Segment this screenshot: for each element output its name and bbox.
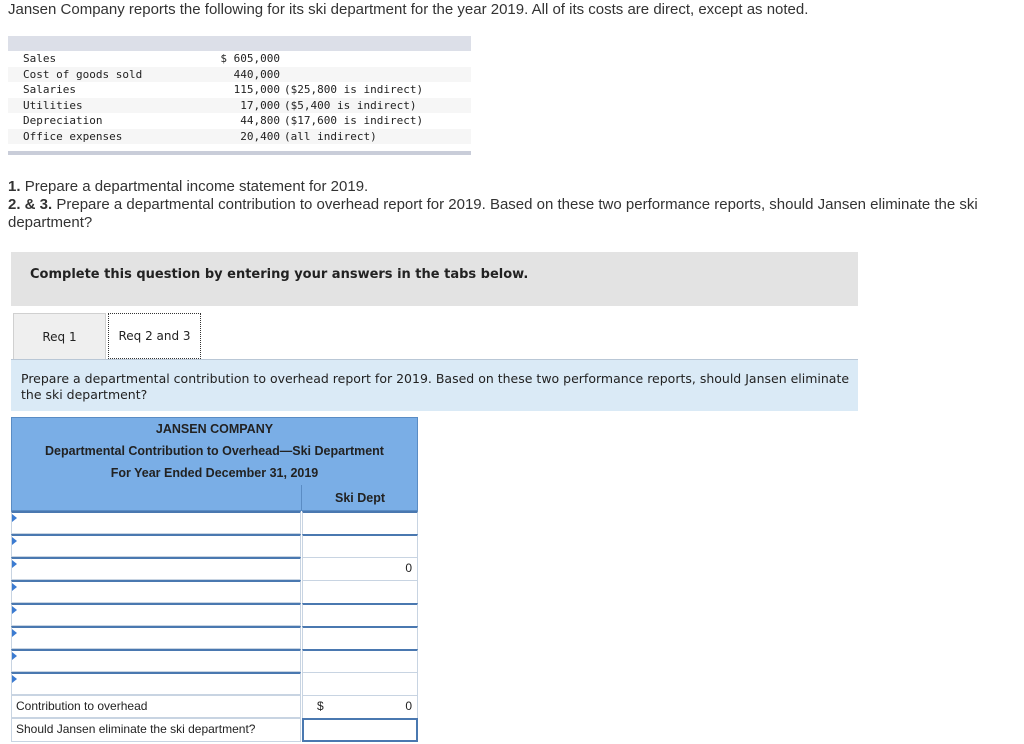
row-label-input[interactable]	[11, 626, 301, 649]
report-row	[11, 603, 418, 626]
contribution-row	[11, 695, 418, 718]
intro-text: Jansen Company reports the following for its ski department for the year 2019. All of its costs are direct, except as noted.	[8, 1, 809, 18]
data-value: 440,000	[233, 67, 280, 81]
report-row	[11, 534, 418, 557]
row-label-input[interactable]	[11, 649, 301, 672]
row-amount-input[interactable]	[302, 649, 418, 672]
data-note: ($5,400 is indirect)	[284, 98, 417, 112]
dropdown-indicator-icon	[12, 675, 17, 683]
table-bottom-bar	[8, 151, 471, 155]
data-label: Salaries	[23, 83, 76, 96]
dropdown-indicator-icon	[12, 560, 17, 568]
column-title: Ski Dept	[334, 490, 385, 505]
report-row	[11, 580, 418, 603]
data-label: Utilities	[23, 98, 83, 112]
report-row	[11, 557, 418, 580]
tab-instruction: Prepare a departmental contribution to overhead report for 2019. Based on these two performance reports, should Jansen eliminate the ski department?	[11, 359, 858, 411]
dropdown-indicator-icon	[12, 652, 17, 660]
data-value: 20,400	[240, 129, 280, 143]
dropdown-indicator-icon	[12, 629, 17, 637]
data-value: 115,000	[233, 83, 280, 96]
report-period: For Year Ended December 31, 2019	[11, 462, 418, 485]
data-value: 17,000	[240, 98, 280, 112]
report-row	[11, 626, 418, 649]
dropdown-indicator-icon	[12, 583, 17, 591]
data-note: (all indirect)	[284, 129, 377, 143]
row-amount-input[interactable]	[302, 511, 418, 534]
data-value: $ 605,000	[220, 52, 280, 65]
row-amount-input[interactable]	[302, 626, 418, 649]
row-amount-input[interactable]	[302, 603, 418, 626]
data-label: Depreciation	[23, 114, 103, 127]
row-amount-input[interactable]	[302, 672, 418, 695]
given-data-table	[8, 36, 471, 155]
question-1-text: Prepare a departmental income statement for 2019.	[24, 178, 369, 195]
contribution-report	[11, 417, 418, 742]
contribution-label: Contribution to overhead	[16, 698, 148, 713]
eliminate-row	[11, 718, 418, 742]
tab-req-2-and-3[interactable]: Req 2 and 3	[108, 313, 201, 359]
row-amount-input[interactable]	[302, 534, 418, 557]
report-column-header	[11, 485, 418, 511]
table-top-bar	[8, 36, 471, 51]
data-row-utilities	[8, 98, 471, 114]
row-label-input[interactable]	[11, 511, 301, 534]
row-label-input[interactable]	[11, 557, 301, 580]
question-1	[8, 178, 368, 195]
data-label: Office expenses	[23, 129, 123, 143]
row-amount-value: 0	[405, 560, 412, 575]
question-2-3-text: Prepare a departmental contribution to overhead report for 2019. Based on these two performance reports, should Jansen eliminate the ski department?	[8, 196, 978, 231]
data-row-office	[8, 129, 471, 145]
row-label-input[interactable]	[11, 672, 301, 695]
data-row-sales	[8, 51, 471, 67]
dropdown-indicator-icon	[12, 514, 17, 522]
data-value: 44,800	[240, 114, 280, 127]
report-row	[11, 511, 418, 534]
currency-symbol: $	[317, 698, 324, 713]
contribution-label-cell	[11, 695, 301, 718]
data-label: Cost of goods sold	[23, 67, 143, 81]
report-company: JANSEN COMPANY	[11, 417, 418, 440]
dropdown-indicator-icon	[12, 606, 17, 614]
row-label-input[interactable]	[11, 603, 301, 626]
report-title: Departmental Contribution to Overhead—Ski Department	[11, 440, 418, 463]
data-row-depreciation	[8, 113, 471, 129]
dropdown-indicator-icon	[12, 537, 17, 545]
question-1-number: 1.	[8, 178, 21, 195]
data-label: Sales	[23, 52, 57, 65]
row-label-input[interactable]	[11, 534, 301, 557]
eliminate-label-cell	[11, 718, 301, 742]
contribution-value-cell	[302, 695, 418, 718]
question-2-3-number: 2. & 3.	[8, 196, 53, 213]
tab-req-1[interactable]: Req 1	[13, 313, 106, 359]
complete-banner: Complete this question by entering your answers in the tabs below.	[11, 252, 858, 306]
contribution-value: 0	[405, 698, 412, 713]
row-label-input[interactable]	[11, 580, 301, 603]
eliminate-answer-input[interactable]	[302, 718, 418, 742]
row-amount-input	[302, 557, 418, 580]
row-amount-input[interactable]	[302, 580, 418, 603]
question-2-3	[8, 196, 1008, 232]
data-note: ($25,800 is indirect)	[284, 83, 424, 96]
data-row-salaries	[8, 82, 471, 98]
report-row	[11, 672, 418, 695]
eliminate-question-label: Should Jansen eliminate the ski department?	[16, 721, 256, 736]
data-note: ($17,600 is indirect)	[284, 114, 424, 127]
report-row	[11, 649, 418, 672]
data-row-cogs	[8, 67, 471, 83]
